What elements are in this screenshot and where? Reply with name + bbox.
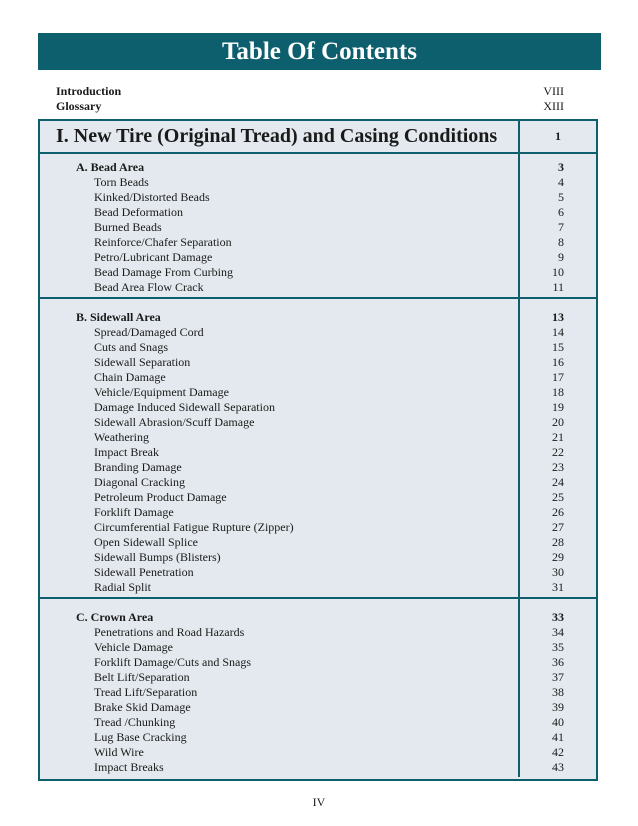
toc-entry[interactable] [40,655,596,670]
toc-entry[interactable] [40,715,596,730]
entry-label: Circumferential Fatigue Rupture (Zipper) [94,520,294,534]
entry-page: 10 [552,265,564,279]
entry-label: Glossary [56,99,102,113]
entry-page: 28 [552,535,564,549]
group-header[interactable] [40,610,596,625]
toc-entry[interactable] [40,535,596,550]
toc-entry[interactable] [40,415,596,430]
entry-page: 19 [552,400,564,414]
group-title: B. Sidewall Area [76,310,161,324]
entry-label: Forklift Damage/Cuts and Snags [94,655,251,669]
entry-label: Sidewall Abrasion/Scuff Damage [94,415,255,429]
entry-label: Weathering [94,430,150,444]
entry-label: Damage Induced Sidewall Separation [94,400,275,414]
entry-page: 35 [552,640,564,654]
entry-label: Bead Deformation [94,205,183,219]
entry-page: 30 [552,565,564,579]
group-page: 13 [552,310,564,324]
entry-page: 8 [558,235,564,249]
group-divider [40,297,596,299]
toc-entry[interactable] [40,280,596,295]
entry-page: 27 [552,520,564,534]
entry-label: Sidewall Separation [94,355,191,369]
entry-page: 6 [558,205,564,219]
toc-entry[interactable] [40,730,596,745]
toc-entry[interactable] [40,445,596,460]
entry-page: 16 [552,355,564,369]
toc-entry[interactable] [40,340,596,355]
entry-label: Lug Base Cracking [94,730,187,744]
entry-label: Impact Breaks [94,760,164,774]
entry-page: 25 [552,490,564,504]
entry-page: 20 [552,415,564,429]
toc-entry[interactable] [40,640,596,655]
group-header[interactable] [40,160,596,175]
entry-label: Chain Damage [94,370,166,384]
entry-page: 40 [552,715,564,729]
toc-entry[interactable] [40,265,596,280]
entry-page: 31 [552,580,564,594]
entry-label: Vehicle Damage [94,640,173,654]
group-page: 33 [552,610,564,624]
entry-page: 7 [558,220,564,234]
entry-label: Penetrations and Road Hazards [94,625,245,639]
toc-entry[interactable] [40,550,596,565]
entry-label: Tread Lift/Separation [94,685,198,699]
toc-entry-glossary[interactable] [56,99,564,114]
entry-label: Bead Area Flow Crack [94,280,204,294]
entry-label: Belt Lift/Separation [94,670,190,684]
toc-entry[interactable] [40,685,596,700]
entry-page: 15 [552,340,564,354]
entry-page: 37 [552,670,564,684]
entry-label: Petro/Lubricant Damage [94,250,213,264]
toc-entry[interactable] [40,505,596,520]
group-header[interactable] [40,310,596,325]
entry-label: Sidewall Penetration [94,565,194,579]
section-box [38,119,598,781]
toc-entry[interactable] [40,625,596,640]
toc-entry[interactable] [40,580,596,595]
toc-entry[interactable] [40,565,596,580]
entry-page: 18 [552,385,564,399]
group-title: A. Bead Area [76,160,145,174]
entry-label: Radial Split [94,580,151,594]
entry-label: Brake Skid Damage [94,700,191,714]
toc-entry[interactable] [40,235,596,250]
entry-page: 24 [552,475,564,489]
entry-page: 21 [552,430,564,444]
page-title: Table Of Contents [38,33,601,70]
toc-entry[interactable] [40,220,596,235]
entry-page: VIII [543,84,564,98]
entry-label: Impact Break [94,445,159,459]
entry-label: Branding Damage [94,460,182,474]
toc-entry[interactable] [40,490,596,505]
toc-entry[interactable] [40,745,596,760]
toc-entry[interactable] [40,205,596,220]
entry-page: 34 [552,625,564,639]
entry-page: 4 [558,175,564,189]
entry-page: 26 [552,505,564,519]
entry-label: Open Sidewall Splice [94,535,198,549]
entry-page: 29 [552,550,564,564]
entry-label: Cuts and Snags [94,340,169,354]
entry-page: 22 [552,445,564,459]
toc-entry[interactable] [40,760,596,775]
entry-page: 36 [552,655,564,669]
toc-entry[interactable] [40,460,596,475]
entry-label: Forklift Damage [94,505,174,519]
entry-page: 43 [552,760,564,774]
toc-entry[interactable] [40,700,596,715]
group-title: C. Crown Area [76,610,154,624]
toc-entry[interactable] [40,400,596,415]
section-page: 1 [555,129,561,143]
toc-entry[interactable] [40,475,596,490]
entry-label: Burned Beads [94,220,162,234]
toc-entry[interactable] [40,175,596,190]
toc-entry[interactable] [40,520,596,535]
page-number: IV [312,795,326,809]
entry-label: Introduction [56,84,122,98]
entry-page: 42 [552,745,564,759]
entry-label: Wild Wire [94,745,144,759]
entry-page: XIII [543,99,564,113]
entry-page: 9 [558,250,564,264]
entry-page: 39 [552,700,564,714]
entry-page: 11 [552,280,564,294]
entry-label: Spread/Damaged Cord [94,325,204,339]
toc-entry[interactable] [40,385,596,400]
toc-entry-introduction[interactable] [56,84,564,99]
group-page: 3 [558,160,564,174]
section-title: I. New Tire (Original Tread) and Casing Conditions [56,125,498,147]
toc-entry[interactable] [40,325,596,340]
entry-label: Torn Beads [94,175,149,189]
entry-page: 41 [552,730,564,744]
entry-label: Bead Damage From Curbing [94,265,233,279]
entry-label: Petroleum Product Damage [94,490,227,504]
entry-page: 17 [552,370,564,384]
toc-entry[interactable] [40,430,596,445]
toc-entry[interactable] [40,355,596,370]
toc-entry[interactable] [40,670,596,685]
entry-label: Kinked/Distorted Beads [94,190,210,204]
entry-label: Sidewall Bumps (Blisters) [94,550,221,564]
toc-entry[interactable] [40,190,596,205]
toc-entry[interactable] [40,370,596,385]
section-header[interactable] [40,121,596,154]
group-divider [40,597,596,599]
entry-page: 38 [552,685,564,699]
toc-entry[interactable] [40,250,596,265]
entry-page: 14 [552,325,564,339]
entry-label: Diagonal Cracking [94,475,185,489]
entry-page: 23 [552,460,564,474]
entry-page: 5 [558,190,564,204]
entry-label: Tread /Chunking [94,715,176,729]
entry-label: Vehicle/Equipment Damage [94,385,229,399]
entry-label: Reinforce/Chafer Separation [94,235,232,249]
